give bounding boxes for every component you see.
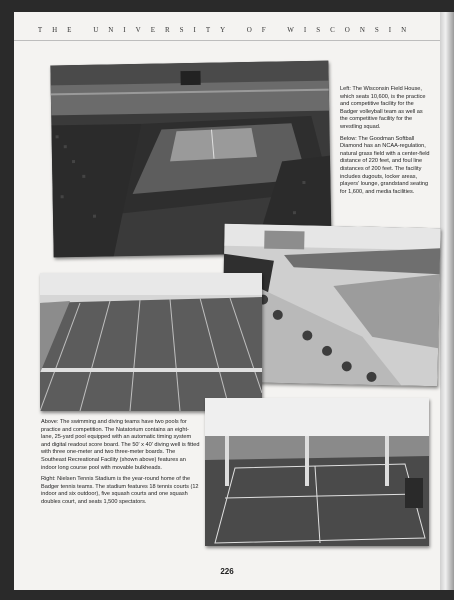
- field-house-caption-text: Left: The Wisconsin Field House, which seats 10,600, is the practice and competitive facility for the Badger volleyball team as well as the competitive facility for the wrestling squad.: [340, 86, 426, 130]
- softball-caption-text: Below: The Goodman Softball Diamond has an NCAA-regulation, natural grass field with a center-field distance of 220 feet, and foul line distances of 200 feet. The facility includes dugouts, locker areas, players' lounge, grandstand seating for 1,600, and media facilities.: [340, 135, 430, 195]
- page-edge: [440, 12, 454, 590]
- field-house-caption: [340, 86, 432, 200]
- header-rule: [14, 40, 440, 41]
- pool-caption-text: Above: The swimming and diving teams have two pools for practice and competition. The Natatorium contains an eight-lane, 25-yard pool equipped with an automatic timing system and digital readout score board. The 50' x 40' diving well is fitted with three one-meter and two three-meter boards. The Southeast Recreational Facility (shown above) features an indoor long course pool with movable bulkheads.: [41, 419, 200, 471]
- page-number: 226: [220, 567, 234, 576]
- running-header: THE UNIVERSITY OF WISCONSIN: [37, 26, 417, 34]
- pool-photo: [40, 273, 262, 411]
- tennis-photo: [205, 398, 429, 546]
- tennis-caption-text: Right: Nielsen Tennis Stadium is the year-round home of the Badger tennis teams. The stadium features 18 tennis courts (12 indoor and six outdoor), five squash courts and one squash doubles court, and seats 1,500 spectators.: [41, 476, 199, 505]
- pool-caption: [41, 419, 201, 511]
